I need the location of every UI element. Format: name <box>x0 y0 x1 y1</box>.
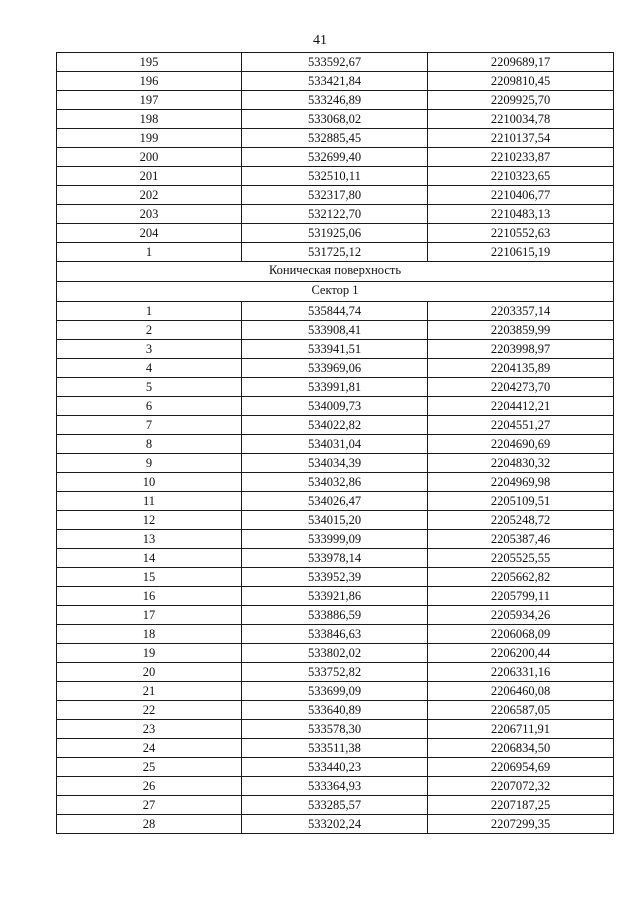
y-coordinate-cell: 2206331,16 <box>428 663 614 682</box>
table-row <box>57 224 614 243</box>
point-number-cell: 17 <box>57 606 242 625</box>
y-coordinate-cell: 2204273,70 <box>428 378 614 397</box>
x-coordinate-cell: 533978,14 <box>242 549 428 568</box>
x-coordinate-cell: 533202,24 <box>242 815 428 834</box>
x-coordinate-cell: 533592,67 <box>242 53 428 72</box>
table-row <box>57 186 614 205</box>
point-number-cell: 18 <box>57 625 242 644</box>
table-row <box>57 129 614 148</box>
y-coordinate-cell: 2204412,21 <box>428 397 614 416</box>
x-coordinate-cell: 533699,09 <box>242 682 428 701</box>
table-row <box>57 110 614 129</box>
x-coordinate-cell: 533752,82 <box>242 663 428 682</box>
point-number-cell: 7 <box>57 416 242 435</box>
y-coordinate-cell: 2206711,91 <box>428 720 614 739</box>
y-coordinate-cell: 2209689,17 <box>428 53 614 72</box>
table-section-header <box>57 262 614 302</box>
table-row <box>57 796 614 815</box>
y-coordinate-cell: 2203357,14 <box>428 302 614 321</box>
y-coordinate-cell: 2205387,46 <box>428 530 614 549</box>
x-coordinate-cell: 534032,86 <box>242 473 428 492</box>
point-number-cell: 1 <box>57 243 242 262</box>
point-number-cell: 197 <box>57 91 242 110</box>
point-number-cell: 195 <box>57 53 242 72</box>
y-coordinate-cell: 2203859,99 <box>428 321 614 340</box>
y-coordinate-cell: 2210552,63 <box>428 224 614 243</box>
y-coordinate-cell: 2206460,08 <box>428 682 614 701</box>
y-coordinate-cell: 2205934,26 <box>428 606 614 625</box>
point-number-cell: 13 <box>57 530 242 549</box>
y-coordinate-cell: 2207072,32 <box>428 777 614 796</box>
x-coordinate-cell: 533640,89 <box>242 701 428 720</box>
y-coordinate-cell: 2203998,97 <box>428 340 614 359</box>
y-coordinate-cell: 2205248,72 <box>428 511 614 530</box>
table-row <box>57 91 614 110</box>
y-coordinate-cell: 2205662,82 <box>428 568 614 587</box>
x-coordinate-cell: 533908,41 <box>242 321 428 340</box>
x-coordinate-cell: 534015,20 <box>242 511 428 530</box>
y-coordinate-cell: 2209925,70 <box>428 91 614 110</box>
point-number-cell: 201 <box>57 167 242 186</box>
point-number-cell: 20 <box>57 663 242 682</box>
table-row <box>57 492 614 511</box>
x-coordinate-cell: 534034,39 <box>242 454 428 473</box>
table-row <box>57 378 614 397</box>
section-row <box>57 262 614 282</box>
y-coordinate-cell: 2207299,35 <box>428 815 614 834</box>
x-coordinate-cell: 533246,89 <box>242 91 428 110</box>
table-row <box>57 701 614 720</box>
sector-title: Сектор 1 <box>57 282 614 302</box>
x-coordinate-cell: 531725,12 <box>242 243 428 262</box>
point-number-cell: 204 <box>57 224 242 243</box>
x-coordinate-cell: 533364,93 <box>242 777 428 796</box>
point-number-cell: 15 <box>57 568 242 587</box>
table-row <box>57 720 614 739</box>
table-row <box>57 758 614 777</box>
point-number-cell: 2 <box>57 321 242 340</box>
y-coordinate-cell: 2210323,65 <box>428 167 614 186</box>
y-coordinate-cell: 2204135,89 <box>428 359 614 378</box>
table-row <box>57 167 614 186</box>
x-coordinate-cell: 533921,86 <box>242 587 428 606</box>
point-number-cell: 11 <box>57 492 242 511</box>
x-coordinate-cell: 533941,51 <box>242 340 428 359</box>
point-number-cell: 199 <box>57 129 242 148</box>
table-row <box>57 777 614 796</box>
table-row <box>57 549 614 568</box>
table-row <box>57 148 614 167</box>
y-coordinate-cell: 2206954,69 <box>428 758 614 777</box>
point-number-cell: 198 <box>57 110 242 129</box>
coordinates-table <box>56 52 614 834</box>
table-row <box>57 530 614 549</box>
x-coordinate-cell: 533440,23 <box>242 758 428 777</box>
y-coordinate-cell: 2210233,87 <box>428 148 614 167</box>
table-row <box>57 321 614 340</box>
point-number-cell: 28 <box>57 815 242 834</box>
table-row <box>57 302 614 321</box>
y-coordinate-cell: 2205109,51 <box>428 492 614 511</box>
y-coordinate-cell: 2206200,44 <box>428 644 614 663</box>
y-coordinate-cell: 2206834,50 <box>428 739 614 758</box>
table-row <box>57 587 614 606</box>
point-number-cell: 23 <box>57 720 242 739</box>
point-number-cell: 6 <box>57 397 242 416</box>
point-number-cell: 24 <box>57 739 242 758</box>
point-number-cell: 1 <box>57 302 242 321</box>
table-row <box>57 243 614 262</box>
point-number-cell: 19 <box>57 644 242 663</box>
x-coordinate-cell: 531925,06 <box>242 224 428 243</box>
y-coordinate-cell: 2210406,77 <box>428 186 614 205</box>
table-row <box>57 606 614 625</box>
table-row <box>57 473 614 492</box>
point-number-cell: 10 <box>57 473 242 492</box>
x-coordinate-cell: 533285,57 <box>242 796 428 815</box>
table-row <box>57 205 614 224</box>
table-row <box>57 739 614 758</box>
table-row <box>57 72 614 91</box>
x-coordinate-cell: 533969,06 <box>242 359 428 378</box>
x-coordinate-cell: 532699,40 <box>242 148 428 167</box>
y-coordinate-cell: 2205799,11 <box>428 587 614 606</box>
y-coordinate-cell: 2209810,45 <box>428 72 614 91</box>
x-coordinate-cell: 534031,04 <box>242 435 428 454</box>
x-coordinate-cell: 534009,73 <box>242 397 428 416</box>
x-coordinate-cell: 533846,63 <box>242 625 428 644</box>
y-coordinate-cell: 2204969,98 <box>428 473 614 492</box>
table-row <box>57 568 614 587</box>
x-coordinate-cell: 533578,30 <box>242 720 428 739</box>
point-number-cell: 16 <box>57 587 242 606</box>
x-coordinate-cell: 533952,39 <box>242 568 428 587</box>
x-coordinate-cell: 533886,59 <box>242 606 428 625</box>
point-number-cell: 26 <box>57 777 242 796</box>
y-coordinate-cell: 2207187,25 <box>428 796 614 815</box>
x-coordinate-cell: 533068,02 <box>242 110 428 129</box>
y-coordinate-cell: 2210615,19 <box>428 243 614 262</box>
y-coordinate-cell: 2210137,54 <box>428 129 614 148</box>
point-number-cell: 25 <box>57 758 242 777</box>
point-number-cell: 22 <box>57 701 242 720</box>
table-row <box>57 416 614 435</box>
table-row <box>57 511 614 530</box>
table-row <box>57 53 614 72</box>
table-row <box>57 340 614 359</box>
table-row <box>57 815 614 834</box>
point-number-cell: 200 <box>57 148 242 167</box>
table-block-2 <box>57 302 614 834</box>
x-coordinate-cell: 532510,11 <box>242 167 428 186</box>
table-row <box>57 397 614 416</box>
x-coordinate-cell: 533991,81 <box>242 378 428 397</box>
x-coordinate-cell: 535844,74 <box>242 302 428 321</box>
point-number-cell: 14 <box>57 549 242 568</box>
y-coordinate-cell: 2206587,05 <box>428 701 614 720</box>
y-coordinate-cell: 2210034,78 <box>428 110 614 129</box>
x-coordinate-cell: 534022,82 <box>242 416 428 435</box>
table-row <box>57 435 614 454</box>
x-coordinate-cell: 533999,09 <box>242 530 428 549</box>
point-number-cell: 202 <box>57 186 242 205</box>
x-coordinate-cell: 532317,80 <box>242 186 428 205</box>
table-row <box>57 644 614 663</box>
point-number-cell: 12 <box>57 511 242 530</box>
table-block-1 <box>57 53 614 262</box>
point-number-cell: 196 <box>57 72 242 91</box>
table-row <box>57 359 614 378</box>
y-coordinate-cell: 2204830,32 <box>428 454 614 473</box>
section-title: Коническая поверхность <box>57 262 614 282</box>
point-number-cell: 8 <box>57 435 242 454</box>
point-number-cell: 9 <box>57 454 242 473</box>
page-number: 41 <box>313 33 327 48</box>
y-coordinate-cell: 2210483,13 <box>428 205 614 224</box>
y-coordinate-cell: 2204551,27 <box>428 416 614 435</box>
y-coordinate-cell: 2205525,55 <box>428 549 614 568</box>
y-coordinate-cell: 2204690,69 <box>428 435 614 454</box>
x-coordinate-cell: 532885,45 <box>242 129 428 148</box>
table-row <box>57 663 614 682</box>
point-number-cell: 27 <box>57 796 242 815</box>
point-number-cell: 203 <box>57 205 242 224</box>
table-row <box>57 454 614 473</box>
x-coordinate-cell: 533421,84 <box>242 72 428 91</box>
point-number-cell: 5 <box>57 378 242 397</box>
y-coordinate-cell: 2206068,09 <box>428 625 614 644</box>
point-number-cell: 21 <box>57 682 242 701</box>
point-number-cell: 3 <box>57 340 242 359</box>
point-number-cell: 4 <box>57 359 242 378</box>
x-coordinate-cell: 533511,38 <box>242 739 428 758</box>
sector-row <box>57 282 614 302</box>
x-coordinate-cell: 532122,70 <box>242 205 428 224</box>
x-coordinate-cell: 533802,02 <box>242 644 428 663</box>
table-row <box>57 682 614 701</box>
x-coordinate-cell: 534026,47 <box>242 492 428 511</box>
table-row <box>57 625 614 644</box>
